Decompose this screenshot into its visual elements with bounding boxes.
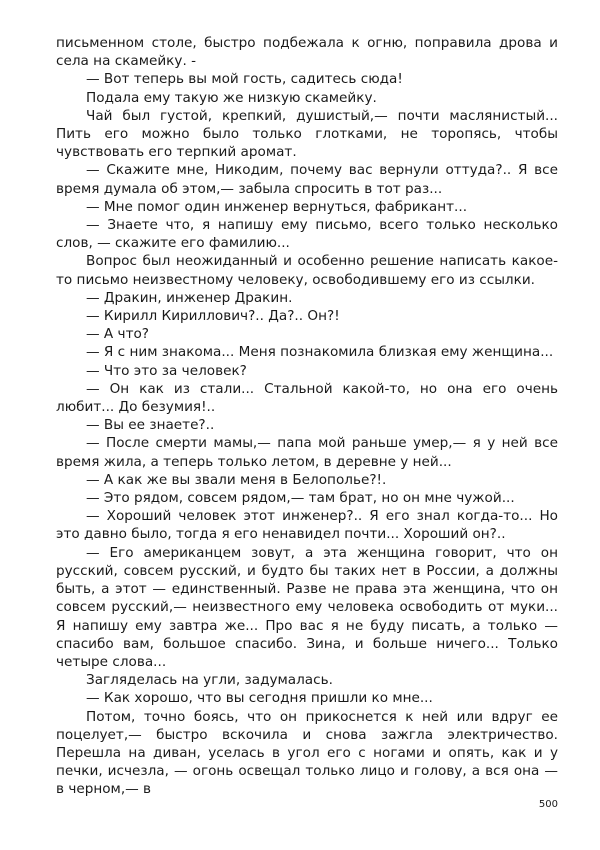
paragraph: Загляделась на угли, задумалась. [86, 672, 333, 689]
book-page-text [56, 34, 558, 799]
paragraph: — Хороший человек этот инженер?.. Я его знал когда-то... Но это давно было, тогда я его ненавидел почти... Хороший он?.. [56, 508, 558, 543]
paragraph: Потом, точно боясь, что он прикоснется к ней или вдруг ее поцелует,— быстро вскочила и снова зажгла электричество. Перешла на диван, уселась в угол его с ногами и опять, как и у печки, исчезла, — огонь освещал только лицо и голову, а вся она — в черном,— в [56, 708, 558, 798]
paragraph: Вопрос был неожиданный и особенно решение написать какое-то письмо неизвестному человеку, освободившему его из ссылки. [56, 253, 558, 288]
paragraph: — Знаете что, я напишу ему письмо, всего только несколько слов, — скажите его фамилию... [56, 217, 558, 252]
paragraph: — Как хорошо, что вы сегодня пришли ко мне... [86, 690, 433, 707]
paragraph: — Что это за человек? [86, 362, 247, 379]
paragraph: — Кирилл Кириллович?.. Да?.. Он?! [86, 308, 340, 325]
paragraph: — Это рядом, совсем рядом,— там брат, но он мне чужой... [86, 490, 515, 507]
paragraph: — Дракин, инженер Дракин. [86, 289, 293, 306]
paragraph: Чай был густой, крепкий, душистый,— почти маслянистый... Пить его можно было только глотками, не торопясь, чтобы чувствовать его терпкий аромат. [56, 107, 558, 161]
paragraph: — Он как из стали... Стальной какой-то, но она его очень любит... До безумия!.. [56, 380, 558, 416]
paragraph: — Мне помог один инженер вернуться, фабрикант... [86, 198, 468, 215]
paragraph: — После смерти мамы,— папа мой раньше умер,— я у ней все время жила, а теперь только летом, в деревне у ней... [56, 435, 558, 470]
page-number: 500 [538, 799, 558, 810]
paragraph: — Вы ее знаете?.. [86, 417, 215, 434]
paragraph: письменном столе, быстро подбежала к огню, поправила дрова и села на скамейку. - [56, 35, 558, 70]
paragraph: — Скажите мне, Никодим, почему вас вернули оттуда?.. Я все время думала об этом,— забыла спросить в тот раз... [56, 162, 558, 197]
paragraph: Подала ему такую же низкую скамейку. [86, 89, 377, 106]
paragraph: — Я с ним знакома... Меня познакомила близкая ему женщина... [86, 344, 554, 361]
paragraph: — Его американцем зовут, а эта женщина говорит, что он русский, совсем русский, и будто бы таких нет в России, а должны быть, а этот — единственный. Разве не права эта женщина, что он совсем русский,— неизвестного ему человека освободить от муки... Я напишу ему завтра же... Про вас я не буду писать, а только — спасибо вам, большое спасибо. Зина, и больше ничего... Только четыре слова... [56, 544, 558, 670]
paragraph: — Вот теперь вы мой гость, садитесь сюда! [86, 71, 403, 88]
paragraph: — А что? [86, 326, 150, 343]
paragraph: — А как же вы звали меня в Белополье?!. [86, 471, 387, 488]
